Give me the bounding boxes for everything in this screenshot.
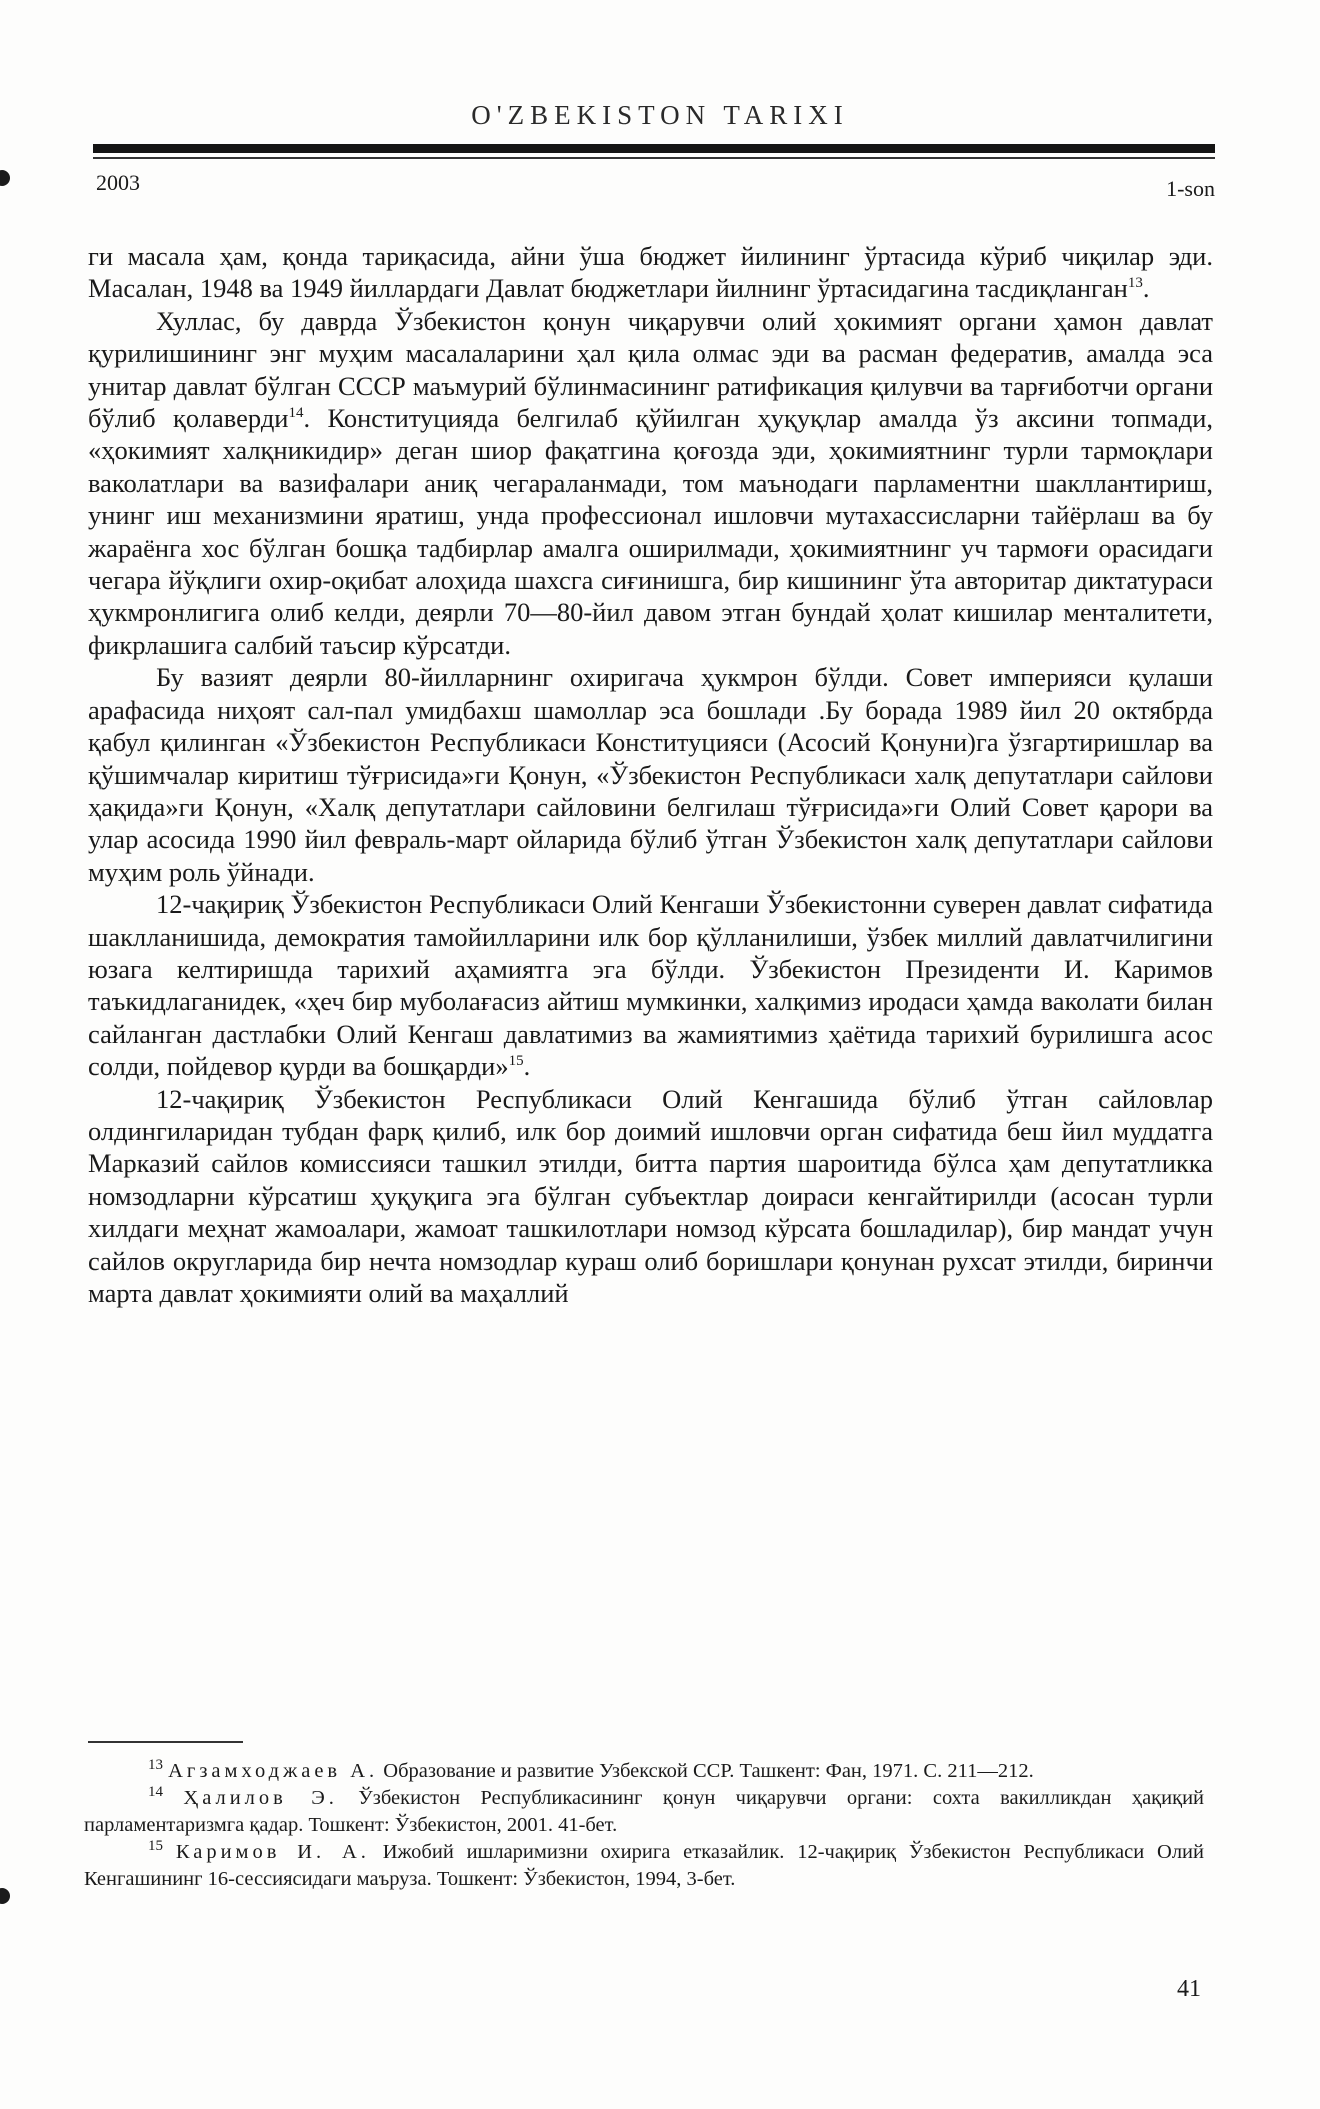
footnote-ref: 13 xyxy=(1127,275,1143,292)
footnote-ref: 15 xyxy=(508,1053,524,1070)
footnote-number: 15 xyxy=(148,1838,163,1855)
binder-hole xyxy=(0,1888,10,1904)
paragraph xyxy=(88,240,1213,305)
footnote xyxy=(84,1785,1204,1839)
issue-number: 1-son xyxy=(1166,176,1215,201)
footnote-author: Агзамходжаев А. xyxy=(168,1760,379,1782)
footnote-ref: 14 xyxy=(288,405,304,422)
footnote xyxy=(84,1839,1204,1893)
footnote-author: Ҳалилов Э. xyxy=(183,1787,338,1809)
footnote-text: Ижобий ишларимизни охирига етказайлик. 12-чақириқ Ўзбекистон Республикаси Олий Кенгашининг 16-сессиясидаги маъруза. Тошкент: Ўзбекистон, 1994, 3-бет. xyxy=(84,1841,1205,1890)
header-rule-thin xyxy=(93,157,1215,159)
page-number: 41 xyxy=(1177,1976,1201,2002)
article-body xyxy=(88,240,1213,1309)
footnote-separator xyxy=(88,1741,243,1743)
paragraph-text: 12-чақириқ Ўзбекистон Республикаси Олий Кенгаши Ўзбекистонни суверен давлат сифатида шаклланишида, демократия тамойилларини илк бор қўлланилиши, ўзбек миллий давлатчилигини юзага келтиришда тарихий аҳамиятга эга бўлди. Ўзбекистон Президенти И. Каримов таъкидлаганидек, «ҳеч бир муболағасиз айтиш мумкинки, халқимиз иродаси ҳамда ваколати билан сайланган дастлабки Олий Кенгаш давлатимиз ва жамиятимиз ҳаётида тарихий бурилишга асос солди, пойдевор қурди ва бошқарди» xyxy=(88,889,1213,1082)
paragraph: 12-чақириқ Ўзбекистон Республикаси Олий Кенгашида бўлиб ўтган сайловлар олдингиларидан тубдан фарқ қилиб, илк бор доимий ишловчи орган сифатида беш йил муддатга Марказий сайлов комиссияси ташкил этилди, битта партия шароитида бўлса ҳам депутатликка номзодларни кўрсатиш ҳуқуқига эга бўлган субъектлар доираси кенгайтирилди (асосан турли хилдаги меҳнат жамоалари, жамоат ташкилотлари номзод кўрсата бошладилар), бир мандат учун сайлов округларида бир нечта номзодлар кураш олиб боришлари қонунан рухсат этилди, биринчи марта давлат ҳокимияти олий ва маҳаллий xyxy=(88,1083,1213,1308)
paragraph: Бу вазият деярли 80-йилларнинг охиригача ҳукмрон бўлди. Совет империяси қулаши арафасида ниҳоят сал-пал умидбахш шамоллар эса бошлади .Бу борада 1989 йил 20 октябрда қабул қилинган «Ўзбекистон Республикаси Конституцияси (Асосий Қонуни)га ўзгартиришлар ва қўшимчалар киритиш тўғрисида»ги Қонун, «Ўзбекистон Республикаси халқ депутатлари сайлови ҳақида»ги Қонун, «Халқ депутатлари сайловини белгилаш тўғрисида»ги Олий Совет қарори ва улар асосида 1990 йил февраль-март ойларида бўлиб ўтган Ўзбекистон халқ депутатлари сайлови муҳим роль ўйнади. xyxy=(88,662,1213,887)
footnote-text: Образование и развитие Узбекской ССР. Ташкент: Фан, 1971. С. 211—212. xyxy=(378,1760,1034,1782)
issue-year: 2003 xyxy=(96,170,140,195)
paragraph-text: . xyxy=(523,1051,531,1082)
binder-hole xyxy=(0,170,10,186)
footnote-number: 13 xyxy=(148,1757,163,1774)
footnote-text: Ўзбекистон Республикасининг қонун чиқарувчи органи: сохта вакилликдан ҳақиқий парламентаризмга қадар. Тошкент: Ўзбекистон, 2001. 41-бет. xyxy=(84,1787,1205,1836)
header-rule-thick xyxy=(93,144,1215,153)
paragraph-text: . Конституцияда белгилаб қўйилган ҳуқуқлар амалда ўз аксини топмади, «ҳокимият халқникидир» деган шиор фақатгина қоғозда эди, ҳокимиятнинг турли тармоқлари ваколатлари ва вазифалари аниқ чегараланмади, том маънодаги парламентни шакллантириш, унинг иш механизмини яратиш, унда профессионал ишловчи мутахассисларни тайёрлаш ва бу жараёнга хос бўлган бошқа тадбирлар амалга оширилмади, ҳокимиятнинг уч тармоғи орасидаги чегара йўқлиги охир-оқибат алоҳида шахсга сиғинишга, бир кишининг ўта авторитар диктатураси ҳукмронлигига олиб келди, деярли 70—80-йил давом этган бундай ҳолат кишилар менталитети, фикрлашига салбий таъсир кўрсатди. xyxy=(88,403,1213,660)
footnote-author: Каримов И. А. xyxy=(175,1841,370,1863)
paragraph-text: Хуллас, бу даврда Ўзбекистон қонун чиқарувчи олий ҳокимият органи ҳамон давлат қурилишининг энг муҳим масалаларини ҳал қила олмас эди ва расман федератив, амалда эса унитар давлат бўлган СССР маъмурий бўлинмасининг ратификация қилувчи ва тарғиботчи органи бўлиб қолаверди xyxy=(88,305,1213,434)
paragraph xyxy=(88,888,1213,1082)
footnote xyxy=(84,1758,1204,1785)
paragraph-text: ги масала ҳам, қонда тариқасида, айни ўша бюджет йилининг ўртасида кўриб чиқилар эди. Масалан, 1948 ва 1949 йиллардаги Давлат бюджетлари йилнинг ўртасидагина тасдиқланган xyxy=(88,241,1213,304)
paragraph-text: . xyxy=(1142,273,1150,304)
journal-title: O'ZBEKISTON TARIXI xyxy=(471,100,849,130)
footnotes xyxy=(84,1758,1204,1893)
paragraph xyxy=(88,305,1213,661)
footnote-number: 14 xyxy=(148,1784,163,1801)
